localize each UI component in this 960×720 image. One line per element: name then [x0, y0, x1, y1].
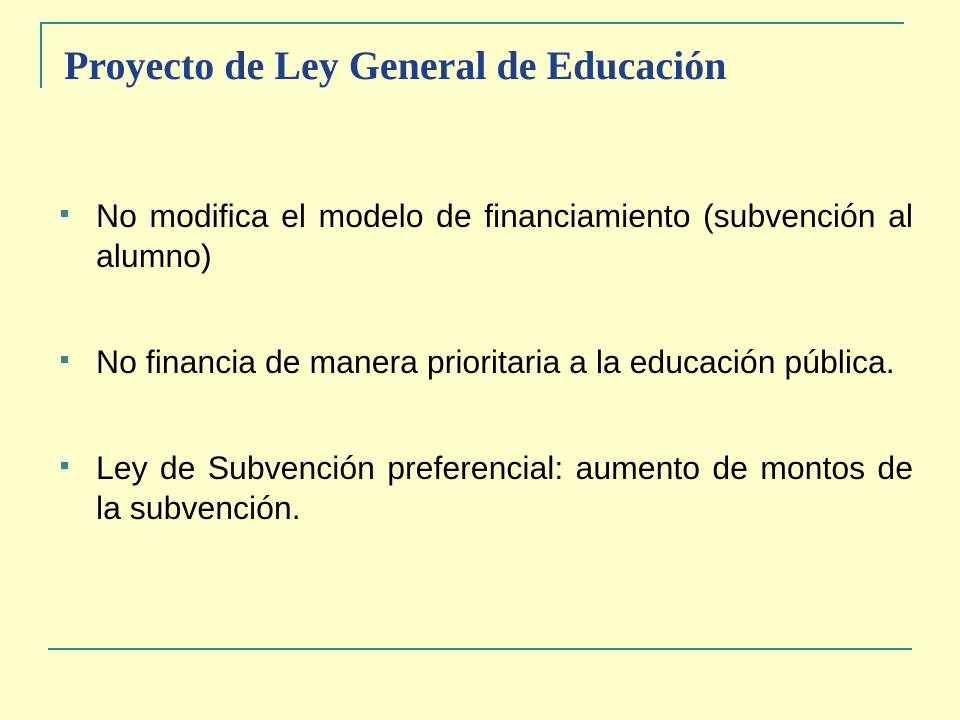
square-bullet-icon [61, 356, 68, 363]
square-bullet-icon [61, 462, 68, 469]
slide-title: Proyecto de Ley General de Educación [64, 43, 727, 88]
top-divider-line [40, 22, 904, 24]
left-divider-line [40, 22, 42, 88]
bullet-text: Ley de Subvención preferencial: aumento de montos de la subvención. [96, 450, 913, 526]
bullet-list [58, 196, 913, 594]
bullet-item [58, 342, 913, 382]
bottom-divider-line [48, 648, 912, 650]
bullet-item [58, 448, 913, 528]
square-bullet-icon [61, 210, 68, 217]
bullet-text: No financia de manera prioritaria a la educación pública. [96, 344, 895, 380]
bullet-text: No modifica el modelo de financiamiento (subvención al alumno) [96, 198, 913, 274]
bullet-item [58, 196, 913, 276]
